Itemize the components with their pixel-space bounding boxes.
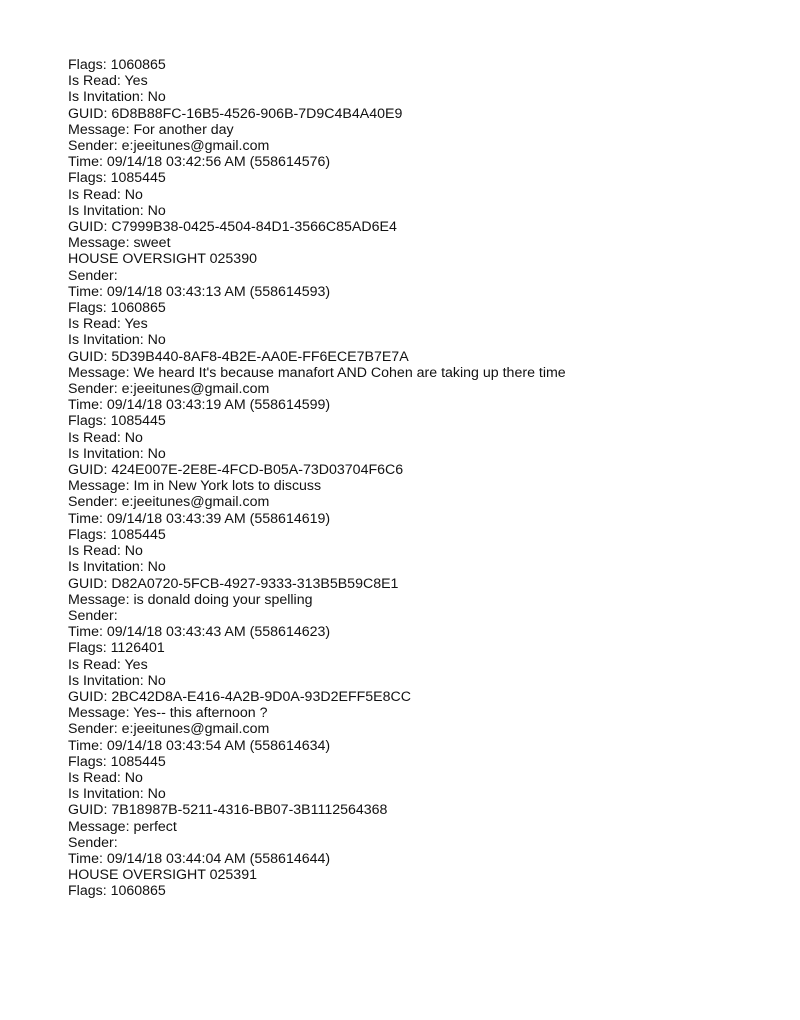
flags-line: Flags: 1085445 xyxy=(68,526,166,543)
is-read-line: Is Read: No xyxy=(68,186,143,203)
is-read-line: Is Read: Yes xyxy=(68,73,148,90)
is-read-line: Is Read: Yes xyxy=(68,316,148,333)
sender-line: Sender: xyxy=(68,834,118,851)
is-read-line: Is Read: No xyxy=(68,429,143,446)
guid-line: GUID: 5D39B440-8AF8-4B2E-AA0E-FF6ECE7B7E7A xyxy=(68,348,409,365)
is-read-line: Is Read: No xyxy=(68,769,143,786)
flags-line: Flags: 1085445 xyxy=(68,753,166,770)
is-read-line: Is Read: No xyxy=(68,543,143,560)
guid-line: GUID: D82A0720-5FCB-4927-9333-313B5B59C8E1 xyxy=(68,575,399,592)
sender-line: Sender: e:jeeitunes@gmail.com xyxy=(68,494,270,511)
is-invitation-line: Is Invitation: No xyxy=(68,89,166,106)
is-invitation-line: Is Invitation: No xyxy=(68,786,166,803)
message-line: Message: perfect xyxy=(68,818,177,835)
guid-line: GUID: C7999B38-0425-4504-84D1-3566C85AD6E4 xyxy=(68,219,397,236)
flags-line: Flags: 1060865 xyxy=(68,57,166,73)
time-line: Time: 09/14/18 03:43:43 AM (558614623) xyxy=(68,624,331,641)
sender-line: Sender: e:jeeitunes@gmail.com xyxy=(68,381,270,398)
guid-line: GUID: 6D8B88FC-16B5-4526-906B-7D9C4B4A40E9 xyxy=(68,105,403,122)
sender-line: Sender: e:jeeitunes@gmail.com xyxy=(68,721,270,738)
guid-line: GUID: 2BC42D8A-E416-4A2B-9D0A-93D2EFF5E8CC xyxy=(68,688,412,705)
flags-line: Flags: 1126401 xyxy=(68,640,165,657)
sender-line: Sender: xyxy=(68,267,118,284)
message-line: Message: Yes-- this afternoon ? xyxy=(68,705,268,722)
is-invitation-line: Is Invitation: No xyxy=(68,445,166,462)
flags-line: Flags: 1085445 xyxy=(68,413,166,430)
flags-line: Flags: 1060865 xyxy=(68,300,166,317)
message-line: Message: We heard It's because manafort AND Cohen are taking up there time xyxy=(68,364,566,381)
is-invitation-line: Is Invitation: No xyxy=(68,559,166,576)
flags-line: Flags: 1060865 xyxy=(68,883,166,900)
time-line: Time: 09/14/18 03:44:04 AM (558614644) xyxy=(68,850,331,867)
flags-line: Flags: 1085445 xyxy=(68,170,166,187)
message-line: Message: For another day xyxy=(68,121,234,138)
time-line: Time: 09/14/18 03:43:13 AM (558614593) xyxy=(68,283,331,300)
is-invitation-line: Is Invitation: No xyxy=(68,202,166,219)
is-invitation-line: Is Invitation: No xyxy=(68,332,166,349)
is-read-line: Is Read: Yes xyxy=(68,656,148,673)
bates-stamp: HOUSE OVERSIGHT 025391 xyxy=(68,867,257,884)
time-line: Time: 09/14/18 03:42:56 AM (558614576) xyxy=(68,154,331,171)
sender-line: Sender: xyxy=(68,607,118,624)
message-line: Message: Im in New York lots to discuss xyxy=(68,478,322,495)
bates-stamp: HOUSE OVERSIGHT 025390 xyxy=(68,251,257,268)
time-line: Time: 09/14/18 03:43:54 AM (558614634) xyxy=(68,737,331,754)
time-line: Time: 09/14/18 03:43:39 AM (558614619) xyxy=(68,510,331,527)
message-line: Message: is donald doing your spelling xyxy=(68,591,313,608)
sender-line: Sender: e:jeeitunes@gmail.com xyxy=(68,138,270,155)
guid-line: GUID: 7B18987B-5211-4316-BB07-3B1112564368 xyxy=(68,802,388,819)
is-invitation-line: Is Invitation: No xyxy=(68,672,166,689)
time-line: Time: 09/14/18 03:43:19 AM (558614599) xyxy=(68,397,331,414)
guid-line: GUID: 424E007E-2E8E-4FCD-B05A-73D03704F6C6 xyxy=(68,462,404,479)
message-log xyxy=(68,57,566,900)
message-line: Message: sweet xyxy=(68,235,171,252)
